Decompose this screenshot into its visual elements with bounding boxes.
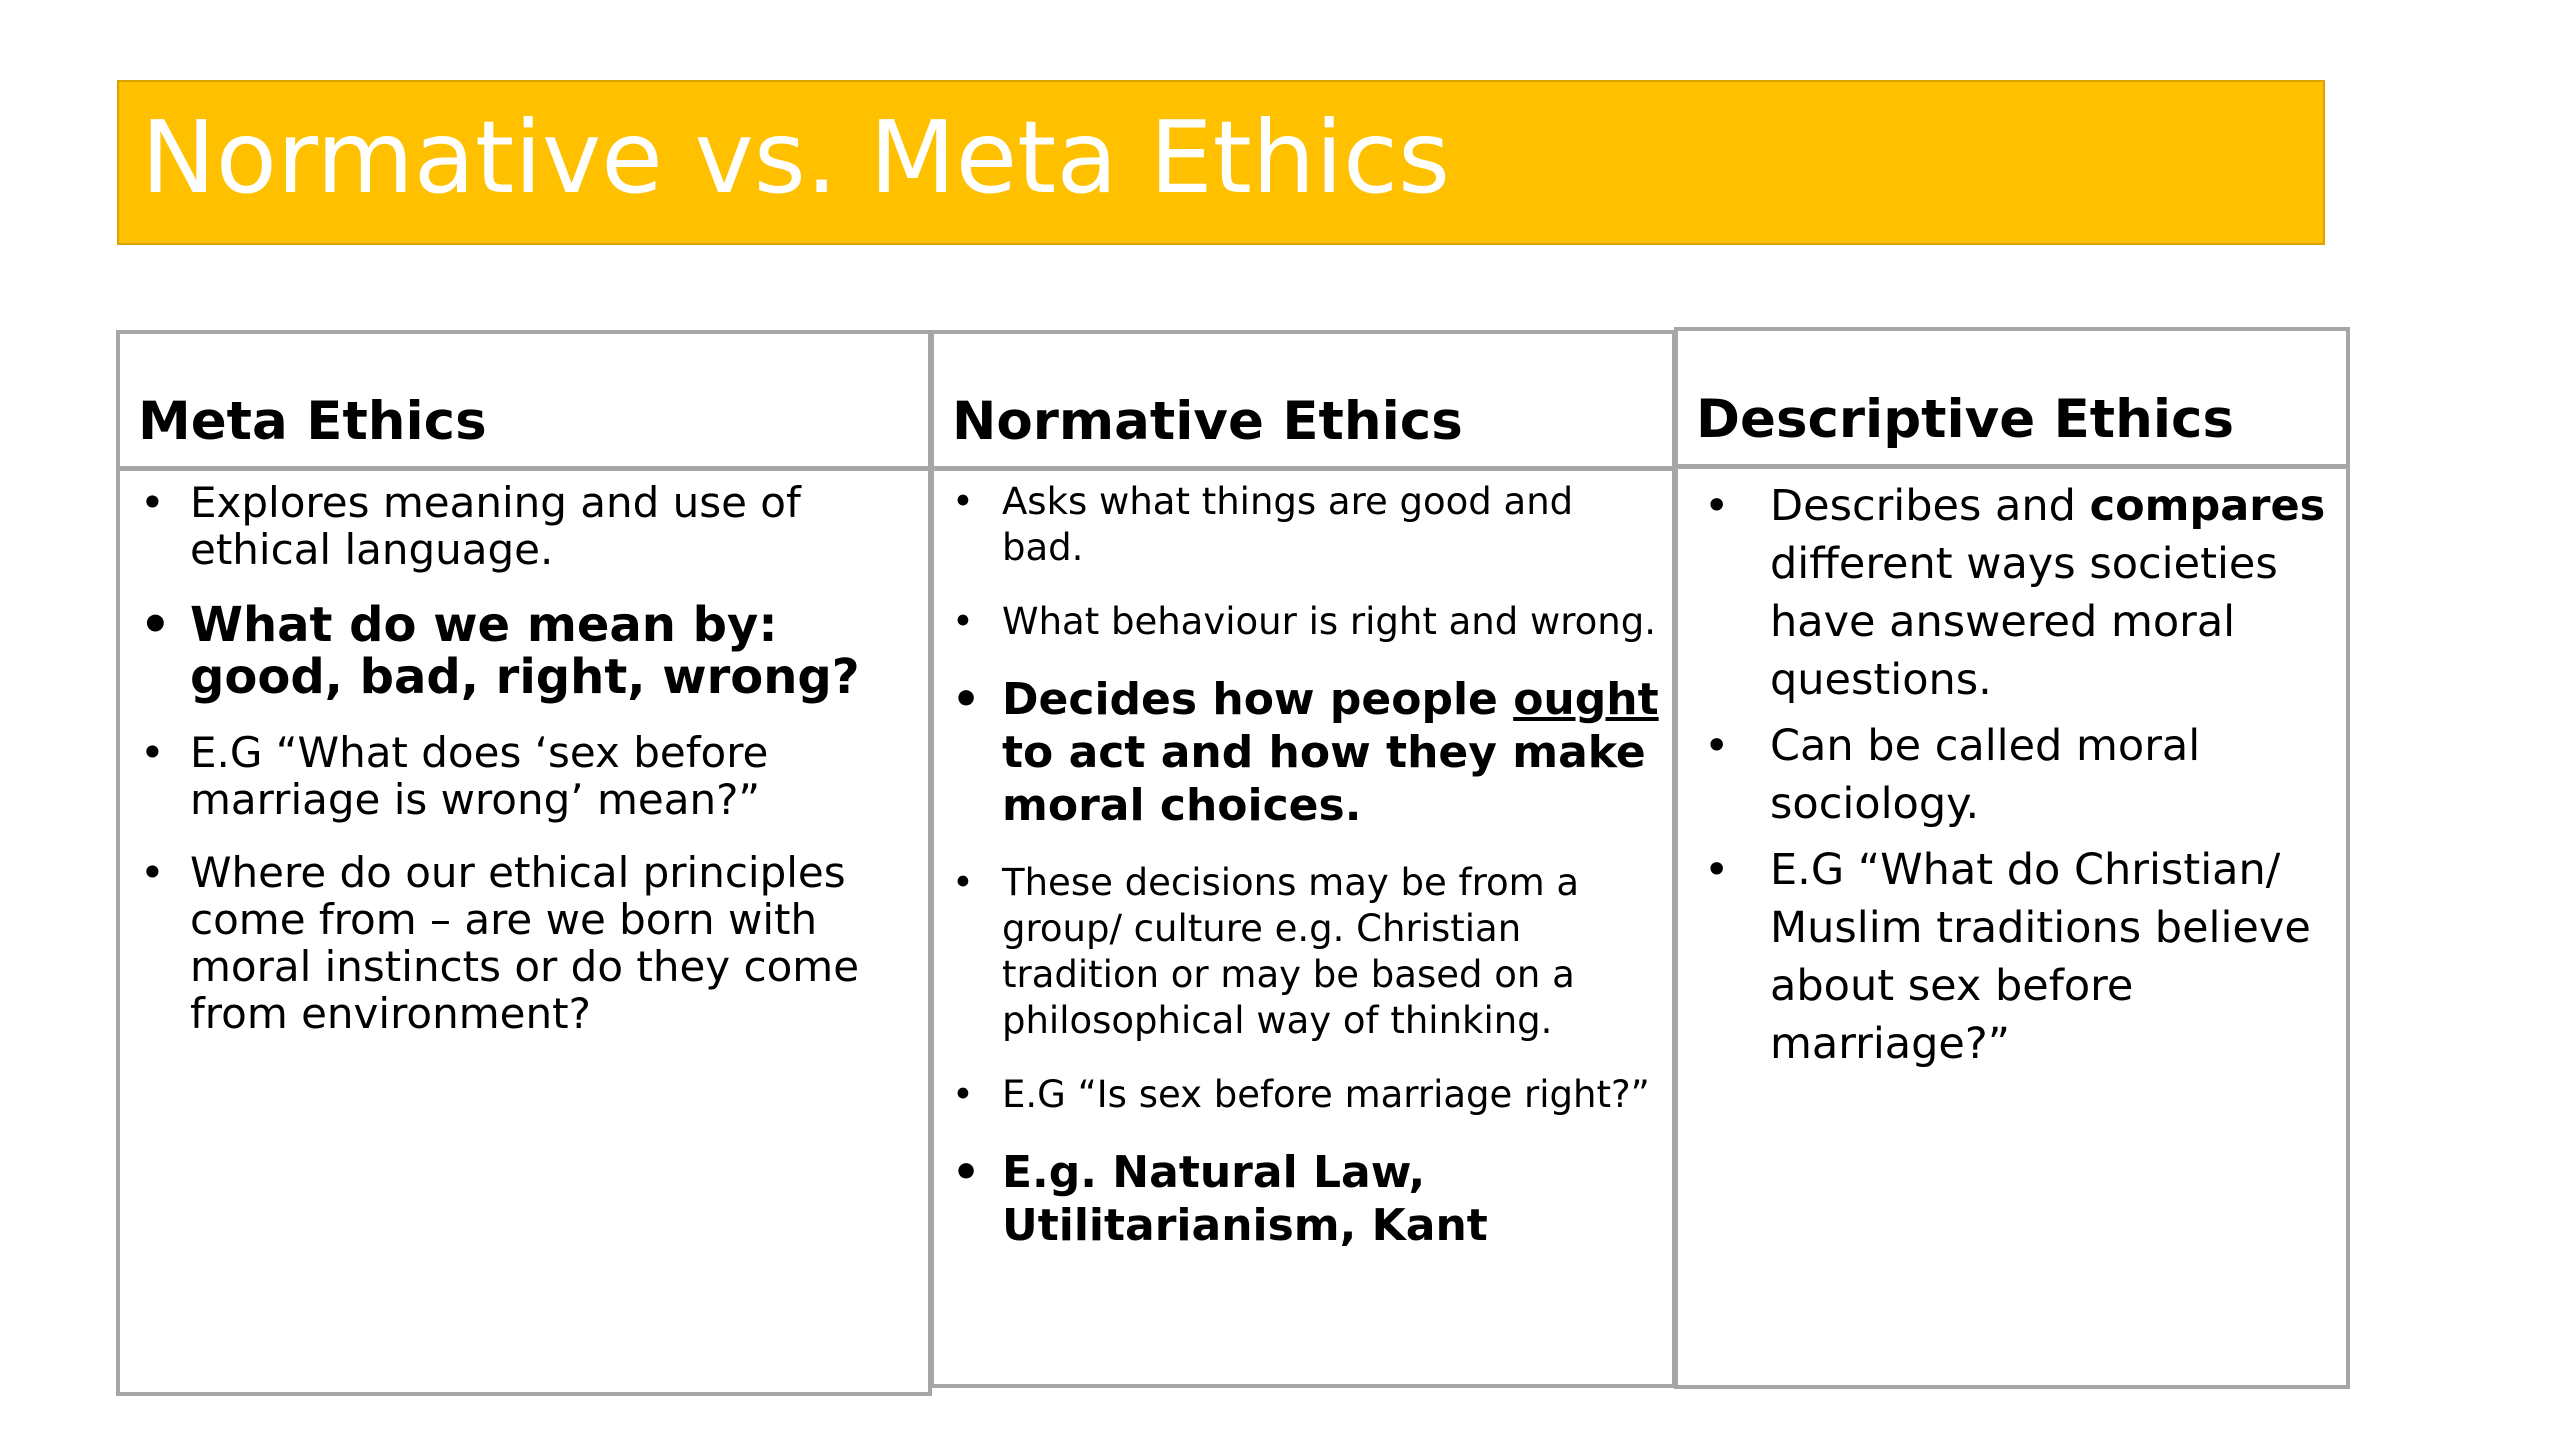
list-item: • E.G “What does ‘sex before marriage is wrong’ mean?” (190, 729, 912, 823)
list-item-text: to act and how they make moral choices. (1002, 727, 1646, 831)
descriptive-ethics-column (1674, 327, 2350, 1389)
list-item-text: Decides how people (1002, 674, 1514, 725)
list-item-text: different ways societies have answered moral questions. (1770, 539, 2278, 705)
list-item-text: Describes and (1770, 481, 2090, 531)
meta-ethics-heading: Meta Ethics (138, 391, 487, 452)
list-item: • E.G “What do Christian/ Muslim traditions believe about sex before marriage?” (1770, 841, 2332, 1073)
meta-ethics-body (120, 471, 928, 1392)
list-item: • Where do our ethical principles come from – are we born with moral instincts or do they come from environment? (190, 849, 912, 1037)
normative-ethics-header (934, 334, 1672, 471)
list-item: • These decisions may be from a group/ culture e.g. Christian tradition or may be based on a philosophical way of thinking. (1002, 860, 1662, 1044)
meta-ethics-header (120, 334, 928, 471)
list-item: • Explores meaning and use of ethical language. (190, 479, 912, 573)
list-item: • E.g. Natural Law, Utilitarianism, Kant (1002, 1146, 1662, 1252)
normative-ethics-list (1002, 479, 1662, 1280)
list-item: • What do we mean by: good, bad, right, wrong? (190, 599, 912, 703)
compares-emphasis: compares (2089, 481, 2326, 531)
normative-ethics-heading: Normative Ethics (952, 391, 1463, 452)
slide-title: Normative vs. Meta Ethics (141, 99, 1451, 216)
list-item (1002, 673, 1662, 832)
descriptive-ethics-header (1678, 331, 2346, 469)
normative-ethics-column (930, 330, 1676, 1388)
meta-ethics-list (190, 479, 912, 1063)
list-item: • E.G “Is sex before marriage right?” (1002, 1072, 1662, 1118)
meta-ethics-column (116, 330, 932, 1396)
descriptive-ethics-heading: Descriptive Ethics (1696, 389, 2234, 450)
normative-ethics-body (934, 471, 1672, 1384)
list-item (1770, 477, 2332, 709)
descriptive-ethics-body (1678, 469, 2346, 1385)
list-item: • Asks what things are good and bad. (1002, 479, 1662, 571)
list-item: • Can be called moral sociology. (1770, 717, 2332, 833)
ought-emphasis: ought (1513, 674, 1659, 725)
title-banner (117, 80, 2325, 245)
descriptive-ethics-list (1770, 477, 2332, 1081)
list-item: • What behaviour is right and wrong. (1002, 599, 1662, 645)
